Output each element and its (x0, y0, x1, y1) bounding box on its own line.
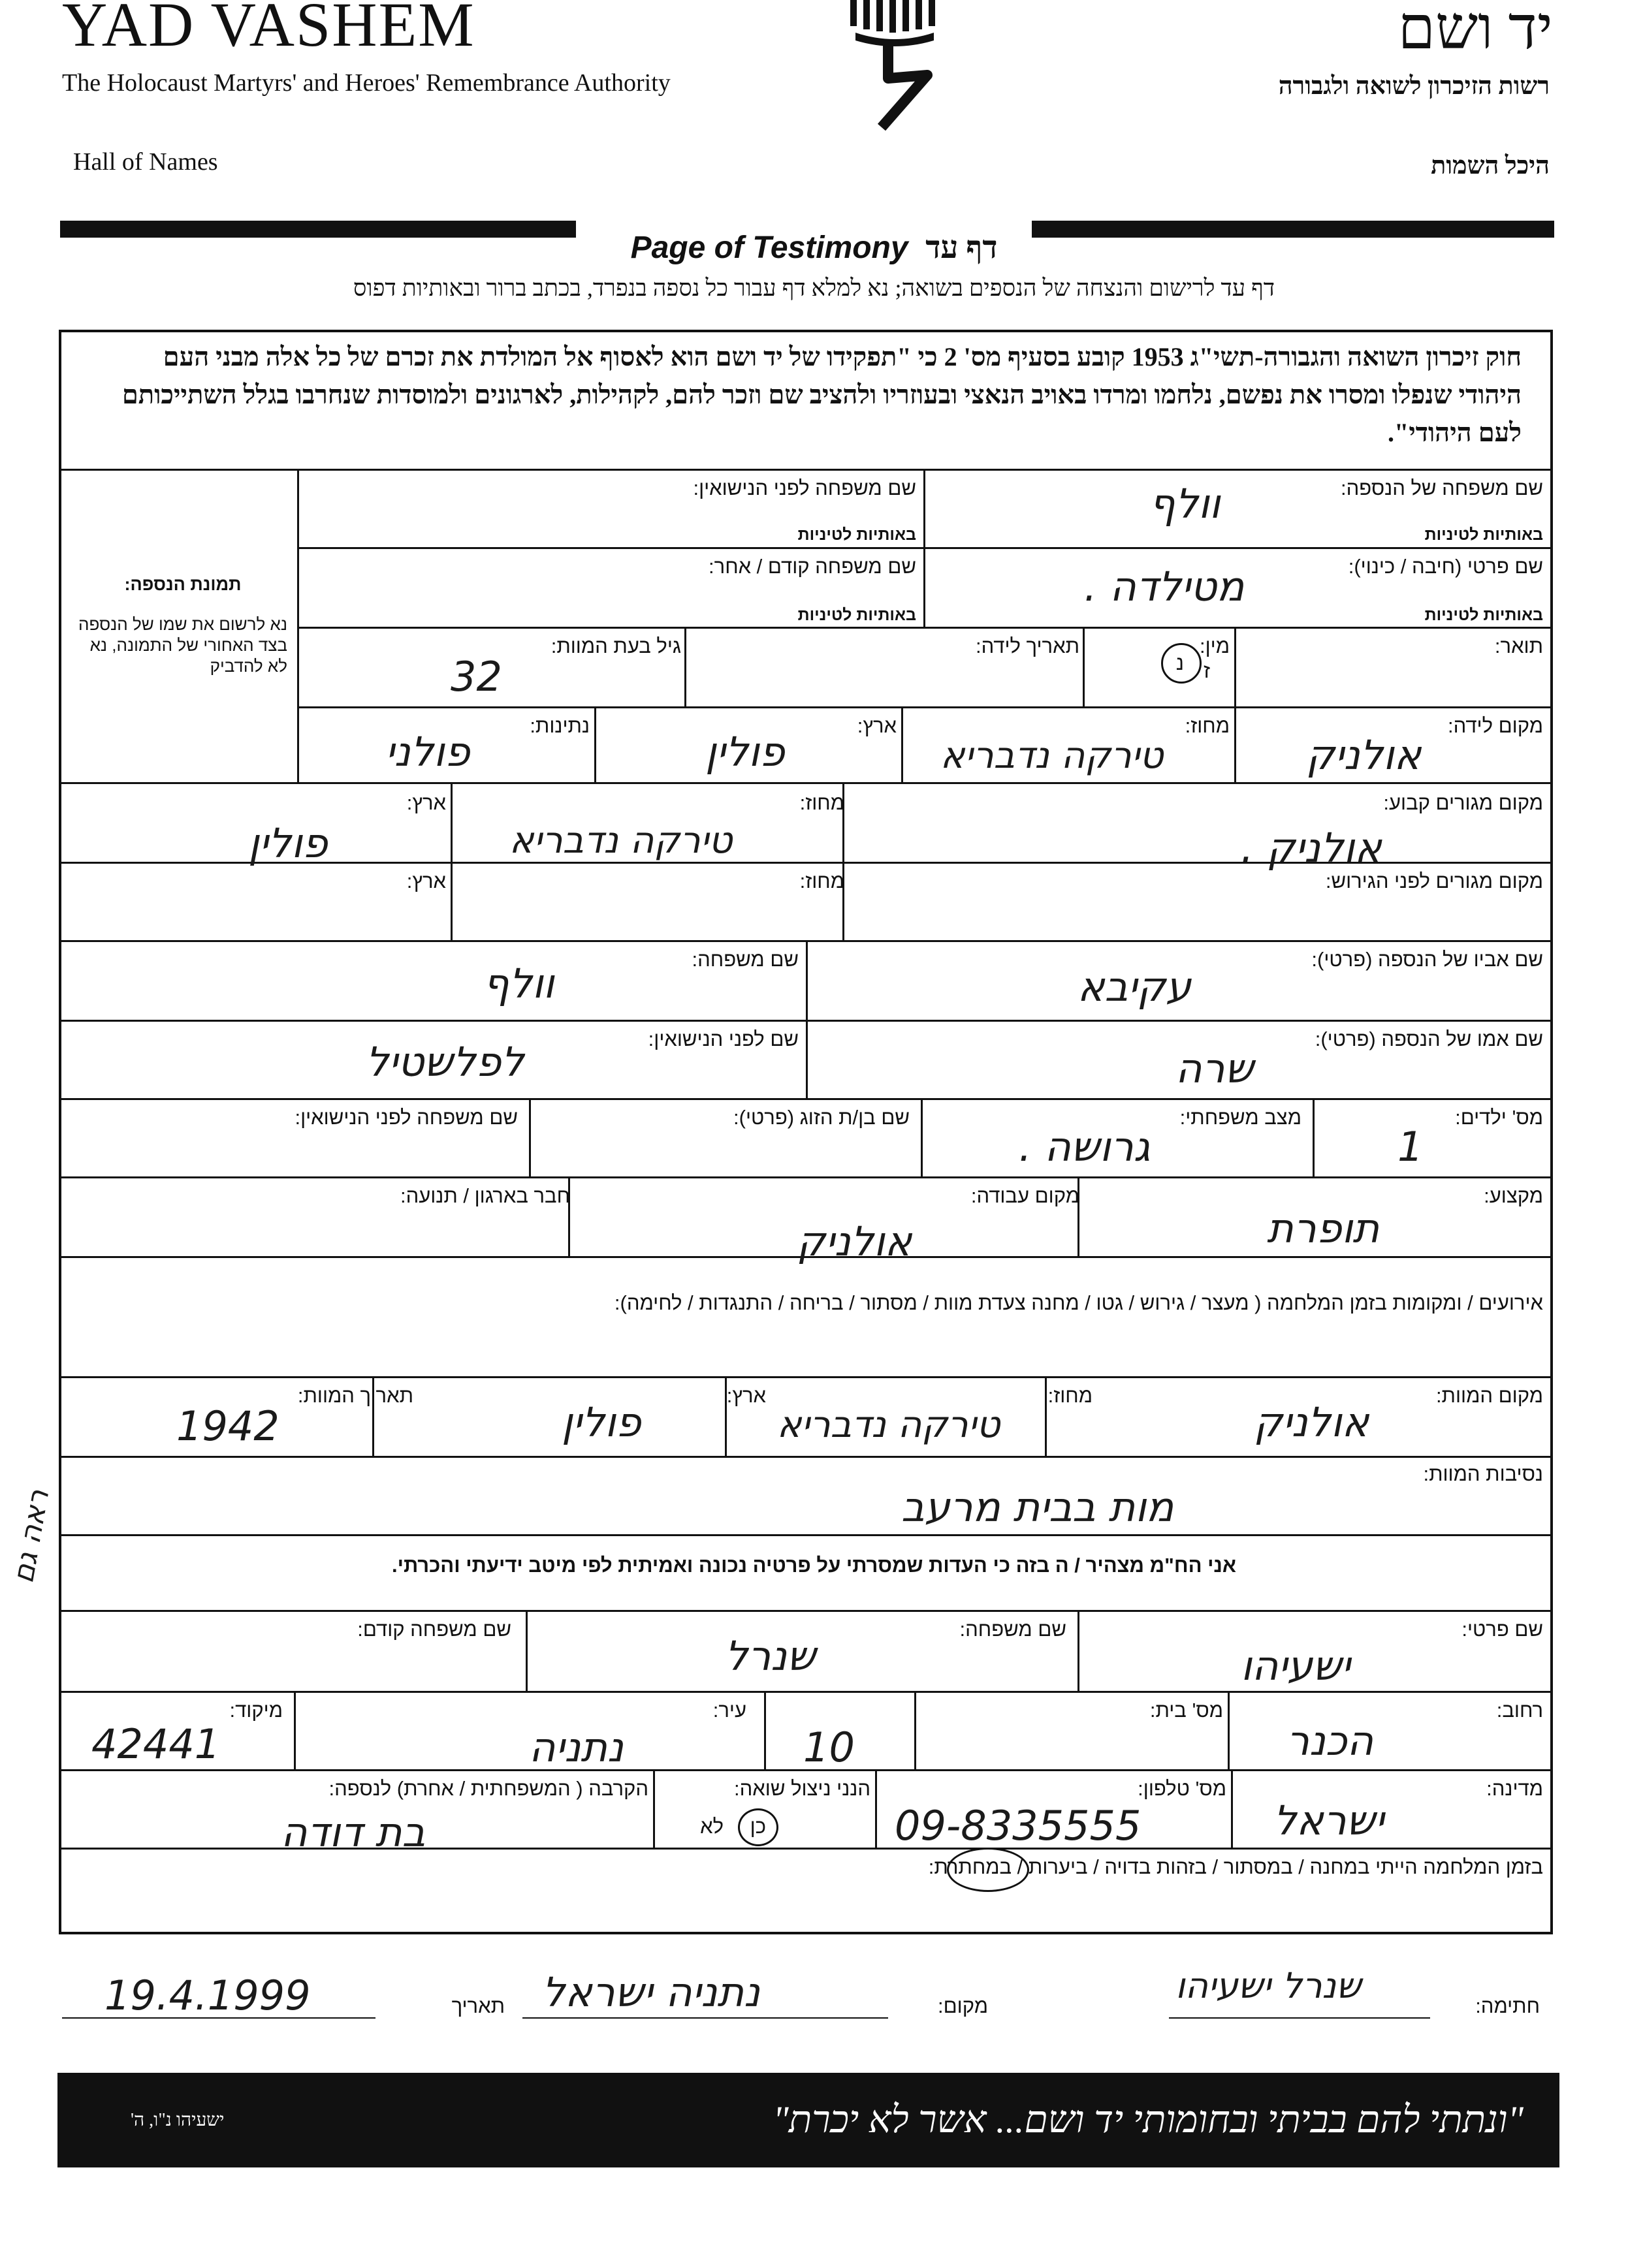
phone-label: מס' טלפון: (1138, 1777, 1226, 1800)
citizenship-value[interactable]: פולני (385, 728, 470, 776)
gender-label: מין: (1199, 635, 1230, 657)
divider (294, 1691, 296, 1769)
state-label: מדינה: (1486, 1777, 1543, 1800)
page-title-he: דף עד (925, 230, 998, 265)
divider (1313, 1098, 1315, 1176)
divider (1234, 706, 1236, 782)
divider (1083, 627, 1085, 706)
house-no-value[interactable]: 10 (803, 1724, 855, 1771)
divider (529, 1098, 531, 1176)
place-label: מקום: (938, 1994, 988, 2017)
house-no-label: מס' בית: (1149, 1699, 1223, 1722)
signature-line (1169, 2017, 1430, 2019)
divider (764, 1691, 766, 1769)
divider (297, 469, 299, 782)
hall-of-names-en: Hall of Names (73, 148, 218, 176)
sign-date-value[interactable]: 19.4.1999 (104, 1972, 311, 2019)
date-label: תאריך (451, 1994, 505, 2017)
death-district-label: מחוז: (1047, 1384, 1093, 1407)
profession-value[interactable]: תופרת (1267, 1205, 1380, 1252)
death-place-label: מקום המוות: (1435, 1384, 1543, 1407)
children-label: מס' ילדים: (1455, 1106, 1543, 1129)
death-date-value[interactable]: 1942 (176, 1402, 279, 1450)
divider (594, 706, 596, 782)
first-name-value[interactable]: מטילדה . (1084, 563, 1245, 610)
hall-of-names-he: היכל השמות (1431, 152, 1550, 180)
victim-surname-label: שם משפחה של הנספה: (1340, 477, 1543, 499)
death-circ-label: נסיבות המוות: (1423, 1462, 1543, 1485)
res-place-value[interactable]: אולניק . (1241, 824, 1382, 872)
death-date-label: תאריך המוות: (297, 1384, 413, 1407)
victim-surname-value[interactable]: וולף (1149, 480, 1221, 528)
death-circ-value[interactable]: מות בבית מרעב (901, 1483, 1174, 1531)
divider (1228, 1691, 1230, 1769)
father-name-label: שם אביו של הנספה (פרטי): (1311, 948, 1543, 971)
divider (60, 1376, 1552, 1378)
latin-note: באותיות לטיניות (1424, 606, 1543, 624)
birth-date-label: תאריך לידה: (975, 635, 1079, 657)
marital-label: מצב משפחתי: (1179, 1106, 1301, 1129)
state-value[interactable]: ישראל (1273, 1797, 1384, 1844)
divider (60, 1456, 1552, 1458)
res-country-value[interactable]: פולין (248, 819, 328, 867)
prev-surname-label: שם משפחה קודם / אחר: (709, 555, 916, 578)
permanent-res-label: מקום מגורים קבוע: (1383, 791, 1543, 814)
divider (526, 1610, 528, 1691)
authority-he: רשות הזיכרון לשואה ולגבורה (1278, 72, 1550, 100)
mother-maiden-value[interactable]: לפלשטיל (366, 1038, 524, 1086)
age-death-value[interactable]: 32 (451, 653, 502, 701)
law-text: חוק זיכרון השואה והגבורה-תשי"ג 1953 קובע בסעיף מס' 2 כי "תפקידו של יד ושם הוא לאסוף אל המולדת את זכרם של כל אלה מבני העם היהודי שנפלו ומסרו את נפשם, נלחמו ומרדו באויב הנאצי ובעוזריו ולהציב שם וזכר להם, לקהילות, לארגונים ולמוסדות שנחרבו בגלל השתייכותם לעם היהודי". (121, 342, 1522, 447)
place-line (522, 2017, 888, 2019)
divider (60, 1098, 1552, 1100)
forests-circle (947, 1848, 1029, 1892)
birth-place-value[interactable]: אולניק (1306, 731, 1422, 779)
relation-value[interactable]: בת דודה (281, 1808, 426, 1856)
res-district-value[interactable]: טירקה נדבריא (509, 819, 733, 862)
divider (60, 1534, 1552, 1536)
submitter-first-value[interactable]: ישעיהו (1241, 1642, 1350, 1690)
sign-place-value[interactable]: נתניה ישראל (542, 1968, 760, 2016)
pre-deport-res-label: מקום מגורים לפני הגירוש: (1325, 870, 1543, 892)
city-label: עיר: (712, 1699, 746, 1722)
authority-en: The Holocaust Martyrs' and Heroes' Remembrance Authority (62, 69, 671, 97)
divider (297, 706, 1552, 708)
divider (451, 782, 453, 940)
divider (901, 706, 903, 782)
zip-value[interactable]: 42441 (91, 1720, 221, 1768)
brand-he: יד ושם (1397, 0, 1553, 61)
city-value[interactable]: נתניה (529, 1724, 624, 1771)
divider (60, 1610, 1552, 1612)
title-label: תואר: (1494, 635, 1543, 657)
submitter-prev-family-label: שם משפחה קודם: (357, 1618, 511, 1641)
pre-deport-country-label: ארץ: (406, 870, 446, 892)
marital-value[interactable]: גרושה . (1019, 1123, 1151, 1171)
divider (923, 469, 925, 627)
profession-label: מקצוע: (1484, 1184, 1543, 1207)
divider (921, 1098, 923, 1176)
death-district-value[interactable]: טירקה נדבריא (777, 1404, 1000, 1446)
pre-deport-district-label: מחוז: (799, 870, 844, 892)
death-place-value[interactable]: אולניק (1254, 1398, 1369, 1446)
divider (1234, 627, 1236, 706)
res-district-label: מחוז: (799, 791, 844, 814)
page-title: Page of Testimony דף עד (630, 230, 998, 265)
photo-instructions: נא לרשום את שמו של הנספה בצד האחורי של התמונה, נא לא להדביק (78, 614, 287, 676)
birth-country-value[interactable]: פולין (705, 728, 785, 776)
submitter-family-value[interactable]: שנרל (725, 1632, 816, 1680)
divider (914, 1691, 916, 1769)
birth-place-label: מקום לידה: (1448, 714, 1543, 737)
phone-value[interactable]: 09-8335555 (895, 1802, 1141, 1850)
mother-name-value[interactable]: שרה (1175, 1045, 1254, 1092)
survivor-no[interactable]: לא (700, 1815, 724, 1838)
divider (684, 627, 686, 706)
zip-label: מיקוד: (229, 1699, 283, 1722)
citizenship-label: נתינות: (530, 714, 590, 737)
divider (875, 1769, 877, 1848)
street-label: רחוב: (1496, 1699, 1543, 1722)
first-name-label: שם פרטי (חיבה / כינוי): (1348, 555, 1543, 578)
divider (60, 782, 1552, 784)
gender-female[interactable]: נ (1175, 652, 1184, 674)
signature-label: חתימה: (1475, 1994, 1540, 2017)
page-subtitle: דף עד לרישום והנצחה של הנספים בשואה; נא למלא דף עבור כל נספה בנפרד, בכתב ברור ובאותיות דפוס (353, 275, 1275, 301)
signature-value[interactable]: שנרל ישעיהו (1175, 1965, 1362, 2006)
mother-maiden-label: שם לפני הנישואין: (648, 1028, 799, 1050)
footer-quote-source: ישעיהו נ"ו, ה' (131, 2110, 225, 2130)
margin-note: ראה גם (7, 1487, 56, 1586)
res-country-label: ארץ: (406, 791, 446, 814)
divider (806, 940, 808, 1098)
declaration-text: אני הח"מ מצהיר / ה בזה כי העדות שמסרתי על פרטיה נכונה ואמיתית לפי מיטב ידיעתי והכרתי. (391, 1554, 1237, 1577)
latin-note: באותיות לטיניות (797, 606, 916, 624)
divider (1077, 1610, 1079, 1691)
divider (60, 1176, 1552, 1178)
birth-country-label: ארץ: (857, 714, 897, 737)
divider (60, 469, 1552, 471)
gender-male[interactable]: ז (1203, 659, 1210, 682)
mother-name-label: שם אמו של הנספה (פרטי): (1315, 1028, 1543, 1050)
latin-note: באותיות לטיניות (797, 526, 916, 544)
workplace-label: מקום עבודה: (970, 1184, 1079, 1207)
submitter-first-label: שם פרטי: (1461, 1618, 1543, 1641)
submitter-family-label: שם משפחה: (959, 1618, 1066, 1641)
brand-en: YAD VASHEM (62, 0, 475, 59)
latin-note: באותיות לטיניות (1424, 526, 1543, 544)
father-surname-value[interactable]: וולף (483, 960, 554, 1007)
father-name-value[interactable]: עקיבא (1077, 963, 1191, 1011)
spouse-maiden-label: שם משפחה לפני הנישואין: (295, 1106, 518, 1129)
footer-quote: "ונתתי להם בביתי ובחומותי יד ושם... אשר לא יכרת" (773, 2098, 1524, 2141)
divider (297, 627, 1552, 629)
during-war-label: בזמן המלחמה הייתי במחנה / במסתור / בזהות בדויה / ביערות / במחתרת: (928, 1855, 1543, 1878)
children-value[interactable]: 1 (1397, 1123, 1424, 1171)
relation-label: הקרבה ( המשפחתית / אחרת) לנספה: (328, 1777, 648, 1800)
maiden-name-label: שם משפחה לפני הנישואין: (693, 477, 916, 499)
wartime-events-label: אירועים / ומקומות בזמן המלחמה ( מעצר / גירוש / גטו / מחנה צעדת מוות / מסתור / בריחה / התנגדות / לחימה): (614, 1291, 1543, 1314)
birth-district-label: מחוז: (1185, 714, 1230, 737)
death-country-label: ארץ: (726, 1384, 766, 1407)
age-death-label: גיל בעת המוות: (551, 635, 681, 657)
survivor-label: הנני ניצול שואה: (734, 1777, 870, 1800)
divider (60, 1691, 1552, 1693)
divider (653, 1769, 655, 1848)
survivor-yes[interactable]: כן (750, 1815, 766, 1838)
divider (1045, 1376, 1047, 1456)
death-country-value[interactable]: פולין (562, 1398, 641, 1446)
photo-title: תמונת הנספה: (124, 575, 242, 594)
divider (1231, 1769, 1233, 1848)
org-member-label: חבר בארגון / תנועה: (400, 1184, 570, 1207)
workplace-value[interactable]: אולניק (797, 1218, 912, 1265)
birth-district-value[interactable]: טירקה נדבריא (940, 734, 1164, 777)
spouse-label: שם בן/ת הזוג (פרטי): (733, 1106, 910, 1129)
father-surname-label: שם משפחה: (692, 948, 799, 971)
street-value[interactable]: הכנר (1286, 1717, 1374, 1765)
yad-vashem-logo-icon (842, 0, 947, 131)
